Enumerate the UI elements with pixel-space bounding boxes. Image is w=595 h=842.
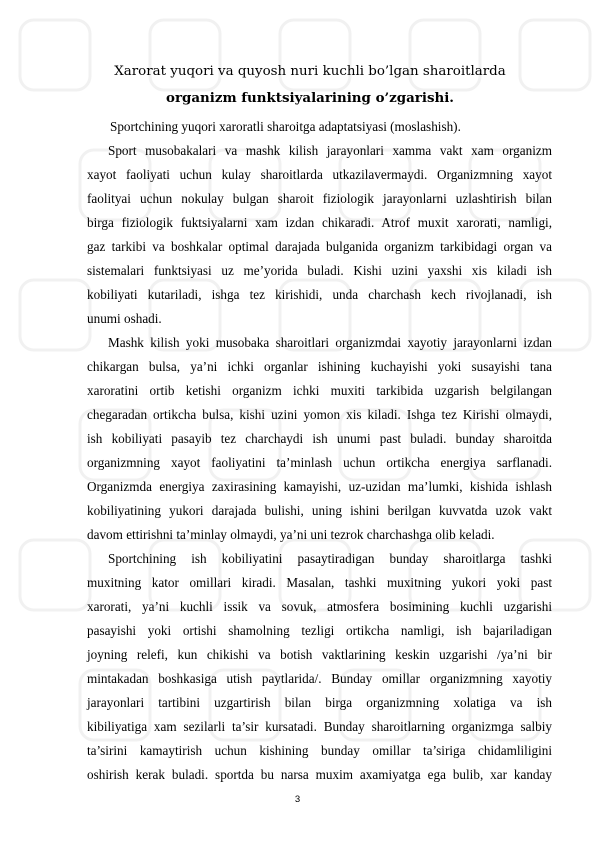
text-line: muxitning kator omillari kiradi. Masalan, tashki muxitning yukori yoki past: [87, 575, 552, 590]
text-line: kobiliyati kutariladi, ishga tez kirishidi, unda charchash kech rivojlanadi, ish: [87, 287, 552, 302]
text-line: xarorati, ya’ni kuchli issik va sovuk, atmosfera bosimining kuchli uzgarishi: [87, 599, 552, 614]
text-line: ish kobiliyati pasayib tez charchaydi ish unumi past buladi. bunday sharoitda: [87, 431, 552, 446]
text-line: sistemalari funktsiyasi uz me’yorida buladi. Kishi uzini yaxshi xis kiladi ish: [87, 263, 552, 278]
text-line: unumi oshadi.: [87, 311, 162, 326]
text-line: Sportchining ish kobiliyatini pasaytiradigan bunday sharoitlarga tashki: [108, 551, 552, 566]
text-line: birga fiziologik fuktsiyalarni xam izdan chikaradi. Atrof muxit xarorati, namligi,: [87, 215, 552, 230]
text-line: Sportchining yuqori xaroratli sharoitga adaptatsiyasi (moslashish).: [110, 119, 461, 134]
document-title-line-1: Xarorat yuqori va quyosh nuri kuchli bo’lgan sharoitlarda: [114, 64, 506, 79]
text-line: mintakadan boshkasiga utish paytlarida/. Bunday omillar organizmning xayotiy: [87, 671, 552, 686]
page-number: 3: [294, 794, 301, 805]
text-line: jarayonlari tartibini uzgartirish bilan birga organizmning xolatiga va ish: [87, 695, 552, 710]
text-line: oshirish kerak buladi. sportda bu narsa muxim axamiyatga ega bulib, xar kanday: [87, 767, 552, 782]
text-line: Sport musobakalari va mashk kilish jarayonlari xamma vakt xam organizm: [108, 143, 552, 158]
document-title-line-2: organizm funktsiyalarining o’zgarishi.: [166, 90, 454, 106]
text-line: gaz tarkibi va boshkalar optimal darajada bulganida organizm tarkibidagi organ va: [87, 239, 552, 254]
text-line: davom ettirishni ta’minlay olmaydi, ya’ni uni tezrok charchashga olib keladi.: [87, 527, 495, 542]
text-line: kobiliyatining yukori darajada bulishi, uning ishini berilgan kuvvatda uzok vakt: [87, 503, 552, 518]
text-line: Organizmda energiya zaxirasining kamayishi, uz-uzidan ma’lumki, kishida ishlash: [87, 479, 552, 494]
text-line: chikargan bulsa, ya’ni ichki organlar ishining kuchayishi yoki susayishi tana: [87, 359, 552, 374]
text-line: faolityai uchun nokulay bulgan sharoit fiziologik jarayonlarni uzlashtirish bilan: [87, 191, 552, 206]
text-line: ta’sirini kamaytirish uchun kishining bunday omillar ta’siriga chidamliligini: [87, 743, 552, 758]
text-line: Mashk kilish yoki musobaka sharoitlari organizmdai xayotiy jarayonlarni izdan: [108, 335, 552, 350]
text-line: xaroratini ortib ketishi organizm ichki muxiti tarkibida uzgarish belgilangan: [87, 383, 552, 398]
text-line: chegaradan ortikcha bulsa, kishi uzini yomon xis kiladi. Ishga tez Kirishi olmaydi,: [87, 407, 552, 422]
text-line: xayot faoliyati uchun kulay sharoitlarda utkazilavermaydi. Organizmning xayot: [87, 167, 552, 182]
text-line: joyning relefi, kun chikishi va botish vaktlarining keskin uzgarishi /ya’ni bir: [87, 647, 552, 662]
text-line: pasayishi yoki ortishi shamolning tezligi ortikcha namligi, ish bajariladigan: [87, 623, 552, 638]
text-line: kibiliyatiga xam sezilarli ta’sir kursatadi. Bunday sharoitlarning organizmga salbiy: [87, 719, 552, 734]
text-line: organizmning xayot faoliyatini ta’minlash uchun ortikcha energiya sarflanadi.: [87, 455, 552, 470]
